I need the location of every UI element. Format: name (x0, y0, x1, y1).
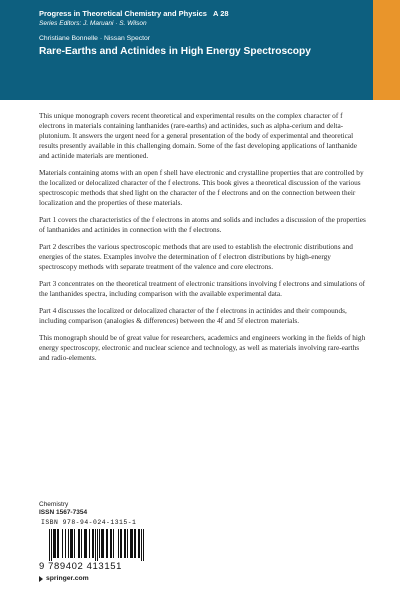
description-body (39, 111, 368, 370)
barcode-bar (58, 529, 59, 558)
description-paragraph: Materials containing atoms with an open f shell have electronic and crystalline properties that are controlled by the localized or delocalized character of the f electrons. This book gives a theoretical discussion of the various spectroscopic methods that shed light on the character of the f electrons and on the connection between their localization and the properties of these materials. (39, 168, 364, 207)
authors: Christiane Bonnelle · Nissan Spector (39, 35, 151, 42)
issn-label: ISSN 1567-7354 (39, 509, 88, 516)
barcode-bar (139, 529, 140, 558)
publisher-url: springer.com (46, 575, 89, 582)
barcode-bar (81, 529, 82, 558)
barcode-bar (71, 529, 72, 558)
series-row (39, 9, 369, 19)
barcode-bar (127, 529, 128, 558)
barcode-bar (131, 529, 132, 558)
barcode-bar (103, 529, 104, 558)
barcode-bar (49, 529, 50, 561)
publisher-link[interactable] (39, 575, 89, 582)
barcode-bar (138, 529, 139, 558)
barcode-bar (135, 529, 136, 558)
description-paragraph: Part 3 concentrates on the theoretical treatment of electronic transitions involving f electrons and simulations of the lanthanides spectra, including comparison with the available experimental data. (39, 279, 366, 298)
barcode-bar (78, 529, 79, 558)
series-editors: Series Editors: J. Maruani · S. Wilson (39, 20, 147, 27)
barcode-bar (68, 529, 69, 558)
description-paragraph: This monograph should be of great value for researchers, academics and engineers working in the fields of high energy spectroscopy, electronic and nuclear science and technology, as well as materials involving rare-earths and radio-elements. (39, 333, 366, 362)
barcode-bar (130, 529, 131, 558)
barcode-bar (99, 529, 100, 558)
barcode-bar (101, 529, 102, 558)
barcode-bar (95, 529, 96, 561)
barcode-bar (106, 529, 107, 558)
barcode-bar (62, 529, 63, 558)
barcode-bar (125, 529, 126, 558)
header-accent-stripe (373, 0, 400, 100)
barcode-bar (118, 529, 119, 558)
barcode-bar (102, 529, 103, 558)
isbn-label: ISBN 978-94-024-1315-1 (41, 519, 137, 526)
footer-info (39, 501, 87, 517)
barcode-bar (51, 529, 52, 561)
barcode-bar (57, 529, 58, 558)
barcode-bar (113, 529, 114, 558)
header-text (39, 9, 369, 59)
barcode-bar (120, 529, 121, 558)
barcode-bar (134, 529, 135, 558)
barcode-bar (72, 529, 73, 558)
ean-digits: 9 789402 413151 (39, 561, 122, 572)
barcode-bar (89, 529, 90, 558)
barcode-icon (45, 529, 147, 561)
barcode-bar (70, 529, 71, 558)
barcode-block (39, 519, 152, 571)
barcode-bar (141, 529, 142, 561)
barcode-bar (55, 529, 56, 558)
description-paragraph: Part 4 discusses the localized or delocalized character of the f electrons in actinides and their compounds, including comparison (analogies & differences) between the 4f and 5f electron materials. (39, 306, 347, 325)
barcode-bar (65, 529, 66, 558)
barcode-bar (93, 529, 94, 558)
barcode-bar (111, 529, 112, 558)
barcode-bar (92, 529, 93, 558)
barcode-bar (97, 529, 98, 561)
barcode-bar (79, 529, 80, 558)
series-title: Progress in Theoretical Chemistry and Physics (39, 9, 207, 18)
barcode-bar (143, 529, 144, 561)
description-paragraph: This unique monograph covers recent theoretical and experimental results on the complex character of f electrons in materials containing lanthanides (rare-earths) and actinides, such as alpha-cerium and delta-plutonium. It answers the urgent need for a general presentation of the body of experimental and theoretical results presently available in this challenging domain. Some of the fast developing applications of lanthanide and actinide materials are mentioned. (39, 111, 357, 160)
barcode-bar (132, 529, 133, 558)
barcode-bar (110, 529, 111, 558)
description-paragraph: Part 1 covers the characteristics of the f electrons in atoms and solids and includes a discussion of the properties of lanthanides and actinides in connection with the f electrons. (39, 215, 366, 234)
barcode-bar (54, 529, 55, 558)
description-paragraph: Part 2 describes the various spectroscopic methods that are used to establish the electronic distributions and energies of the states. Examples involve the determination of f electron distributions by high-energy spectroscopy methods with separate treatment of the valence and core electrons. (39, 242, 353, 271)
barcode-bar (85, 529, 86, 558)
series-number: A 28 (212, 9, 229, 18)
barcode-bar (84, 529, 85, 558)
barcode-bar (86, 529, 87, 558)
book-title: Rare-Earths and Actinides in High Energy Spectroscopy (39, 46, 311, 57)
barcode-bar (107, 529, 108, 558)
subject-label: Chemistry (39, 501, 69, 508)
barcode-bar (121, 529, 122, 558)
barcode-bar (124, 529, 125, 558)
barcode-bar (53, 529, 54, 558)
triangle-arrow-icon (39, 576, 43, 582)
barcode-bar (74, 529, 75, 558)
